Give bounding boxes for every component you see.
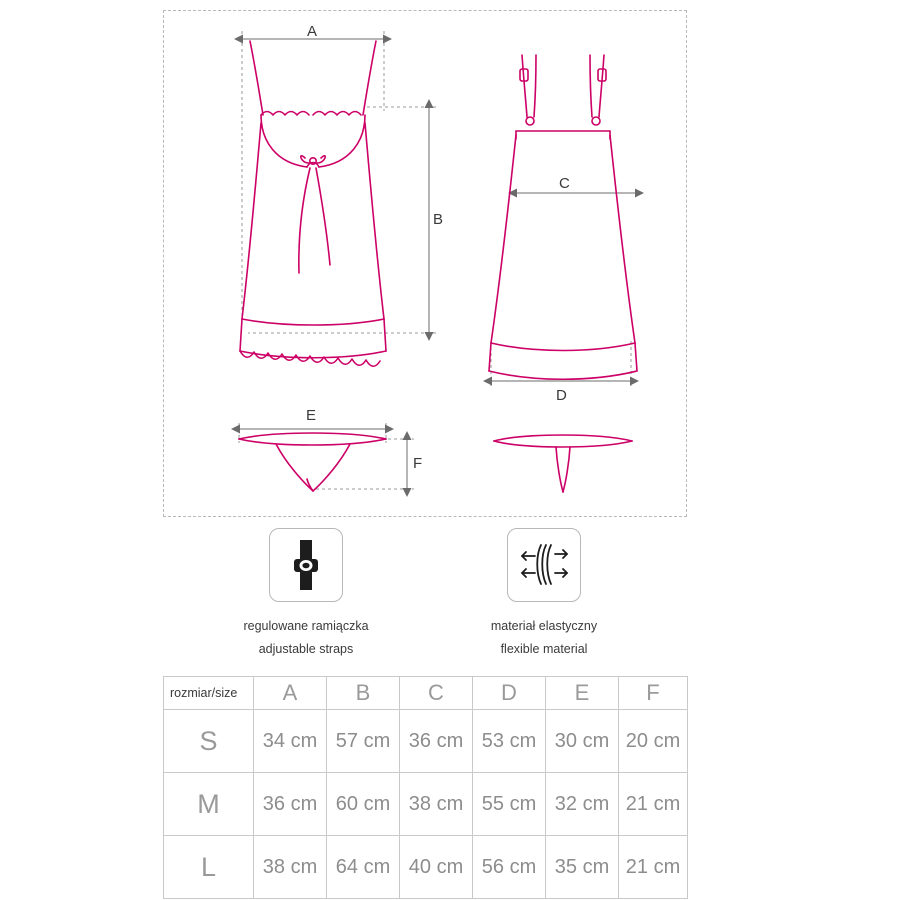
- column-header-e: E: [546, 677, 619, 710]
- dimension-label-b: B: [433, 211, 444, 228]
- cell-value: 34 cm: [254, 710, 327, 773]
- technical-drawing-panel: [163, 10, 687, 517]
- cell-value: 21 cm: [619, 836, 688, 899]
- size-label: S: [164, 710, 254, 773]
- feature-caption-pl: regulowane ramiączka: [243, 619, 369, 633]
- cell-value: 20 cm: [619, 710, 688, 773]
- adjustable-strap-icon: [278, 537, 334, 593]
- column-header-f: F: [619, 677, 688, 710]
- feature-adjustable-straps: [216, 528, 396, 661]
- elastic-material-icon: [515, 539, 573, 591]
- table-row: [164, 773, 688, 836]
- column-header-b: B: [327, 677, 400, 710]
- cell-value: 30 cm: [546, 710, 619, 773]
- column-header-c: C: [400, 677, 473, 710]
- table-row: [164, 836, 688, 899]
- feature-flexible-material: [454, 528, 634, 661]
- size-label: M: [164, 773, 254, 836]
- thong-front-illustration: [239, 433, 386, 491]
- size-chart-table: [163, 676, 688, 899]
- size-column-header: rozmiar/size: [164, 677, 254, 710]
- dimension-label-d: D: [556, 387, 567, 404]
- size-label: L: [164, 836, 254, 899]
- cell-value: 56 cm: [473, 836, 546, 899]
- dimension-label-e: E: [306, 407, 317, 424]
- cell-value: 38 cm: [254, 836, 327, 899]
- feature-caption-pl: materiał elastyczny: [490, 619, 598, 633]
- table-row: [164, 710, 688, 773]
- chemise-back-illustration: [489, 55, 637, 379]
- dimension-label-a: A: [307, 23, 318, 40]
- feature-icons-section: [163, 528, 687, 661]
- cell-value: 55 cm: [473, 773, 546, 836]
- elastic-material-icon-box: [507, 528, 581, 602]
- cell-value: 57 cm: [327, 710, 400, 773]
- thong-back-illustration: [494, 435, 632, 492]
- adjustable-strap-icon-box: [269, 528, 343, 602]
- table-header-row: [164, 677, 688, 710]
- cell-value: 38 cm: [400, 773, 473, 836]
- column-header-a: A: [254, 677, 327, 710]
- cell-value: 60 cm: [327, 773, 400, 836]
- cell-value: 21 cm: [619, 773, 688, 836]
- chemise-front-illustration: [240, 41, 386, 366]
- dimension-label-c: C: [559, 175, 570, 192]
- dimension-label-f: F: [413, 455, 423, 472]
- cell-value: 53 cm: [473, 710, 546, 773]
- cell-value: 32 cm: [546, 773, 619, 836]
- garment-technical-drawing: [164, 11, 688, 518]
- feature-caption-en: adjustable straps: [258, 642, 354, 657]
- cell-value: 36 cm: [254, 773, 327, 836]
- column-header-d: D: [473, 677, 546, 710]
- feature-caption-en: flexible material: [500, 642, 588, 657]
- cell-value: 36 cm: [400, 710, 473, 773]
- cell-value: 64 cm: [327, 836, 400, 899]
- cell-value: 40 cm: [400, 836, 473, 899]
- cell-value: 35 cm: [546, 836, 619, 899]
